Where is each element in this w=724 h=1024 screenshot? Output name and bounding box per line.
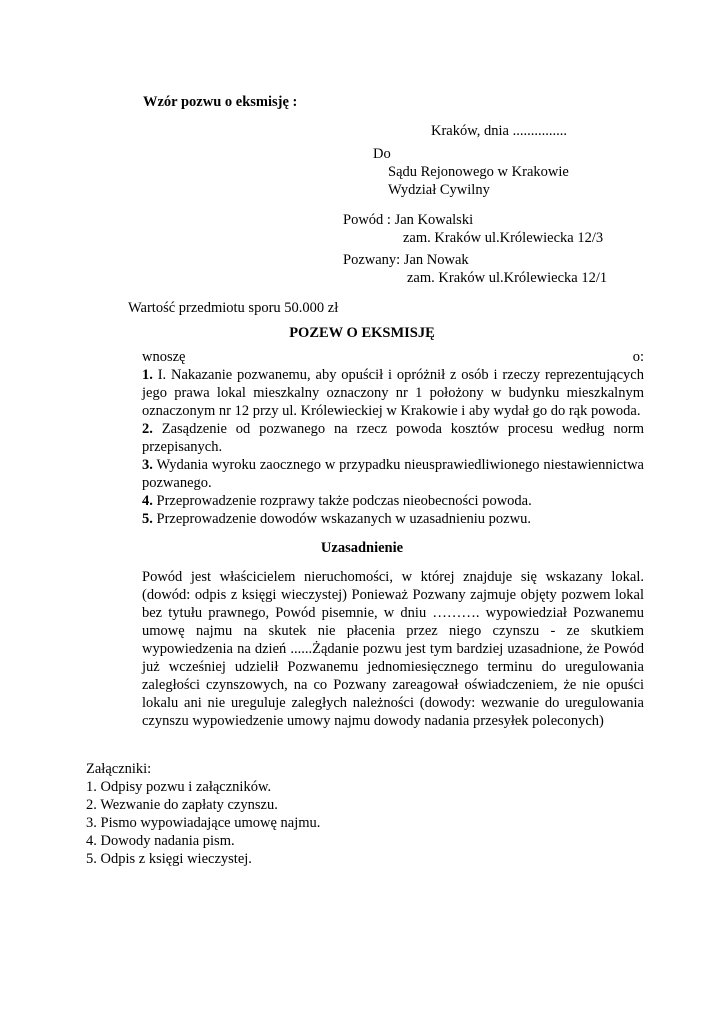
court-address-block	[373, 145, 569, 199]
attachment-item: 2. Wezwanie do zapłaty czynszu.	[86, 797, 278, 813]
requests-intro	[142, 348, 644, 366]
defendant-address: zam. Kraków ul.Królewiecka 12/1	[407, 270, 608, 286]
defendant-block	[343, 251, 607, 287]
defendant-name: Pozwany: Jan Nowak	[343, 252, 469, 268]
request-number: 5.	[142, 511, 153, 527]
request-item-5	[142, 510, 644, 528]
requests-intro-right: o:	[632, 349, 644, 365]
claim-title: POZEW O EKSMISJĘ	[289, 325, 435, 341]
request-text: Wydania wyroku zaocznego w przypadku nieusprawiedliwionego niestawiennictwa pozwanego.	[142, 457, 644, 491]
request-item-2	[142, 420, 644, 456]
attachment-item: 3. Pismo wypowiadające umowę najmu.	[86, 815, 321, 831]
claim-value: Wartość przedmiotu sporu 50.000 zł	[128, 300, 339, 316]
request-item-4	[142, 492, 644, 510]
requests-intro-left: wnoszę	[142, 349, 186, 365]
requests-section	[142, 348, 644, 528]
request-item-1	[142, 366, 644, 420]
attachment-item: 4. Dowody nadania pism.	[86, 833, 235, 849]
justification-title: Uzasadnienie	[320, 540, 404, 556]
court-name: Sądu Rejonowego w Krakowie	[388, 164, 569, 180]
court-division: Wydział Cywilny	[388, 182, 490, 198]
court-to: Do	[373, 146, 391, 162]
request-number: 3.	[142, 457, 153, 473]
request-number: 1.	[142, 367, 153, 383]
justification-text: Powód jest właścicielem nieruchomości, w której znajduje się wskazany lokal. (dowód: odpis z księgi wieczystej) Ponieważ Pozwany zajmuje objęty pozwem lokal bez tytułu prawnego, Powód pisemnie, w dniu ………. wypowiedział Pozwanemu umowę najmu na skutek nie płacenia przez niego czynszu - ze skutkiem wypowiedzenia na dzień ......Żądanie pozwu jest tym bardziej uzasadnione, że Powód już wcześniej udzielił Pozwanemu jednomiesięcznego terminu do uregulowania zaległości czynszowych, na co Pozwany zareagował oświadczeniem, że nie opuści lokalu ani nie ureguluje zaległych należności (dowody: wezwanie do uregulowania czynszu wypowiedzenie umowy najmu dowody nadania przesyłek poleconych)	[142, 569, 644, 729]
attachment-item: 5. Odpis z księgi wieczystej.	[86, 851, 252, 867]
request-text: Przeprowadzenie dowodów wskazanych w uzasadnieniu pozwu.	[156, 511, 531, 527]
request-item-3	[142, 456, 644, 492]
document-heading: Wzór pozwu o eksmisję :	[143, 94, 298, 110]
plaintiff-name: Powód : Jan Kowalski	[343, 212, 474, 228]
plaintiff-address: zam. Kraków ul.Królewiecka 12/3	[403, 230, 604, 246]
attachment-item: 1. Odpisy pozwu i załączników.	[86, 779, 272, 795]
request-number: 4.	[142, 493, 153, 509]
request-text: I. Nakazanie pozwanemu, aby opuścił i opróżnił z osób i rzeczy reprezentujących jego prawa lokal mieszkalny oznaczony nr 1 położony w budynku mieszkalnym oznaczonym nr 12 przy ul. Królewieckiej w Krakowie i aby wydał go do rąk powoda.	[142, 367, 644, 419]
attachments-title: Załączniki:	[86, 761, 152, 777]
request-number: 2.	[142, 421, 153, 437]
request-text: Zasądzenie od pozwanego na rzecz powoda kosztów procesu według norm przepisanych.	[142, 421, 645, 455]
plaintiff-block	[343, 211, 603, 247]
place-and-date: Kraków, dnia ...............	[431, 123, 567, 139]
request-text: Przeprowadzenie rozprawy także podczas nieobecności powoda.	[156, 493, 532, 509]
attachments-section	[86, 760, 486, 868]
